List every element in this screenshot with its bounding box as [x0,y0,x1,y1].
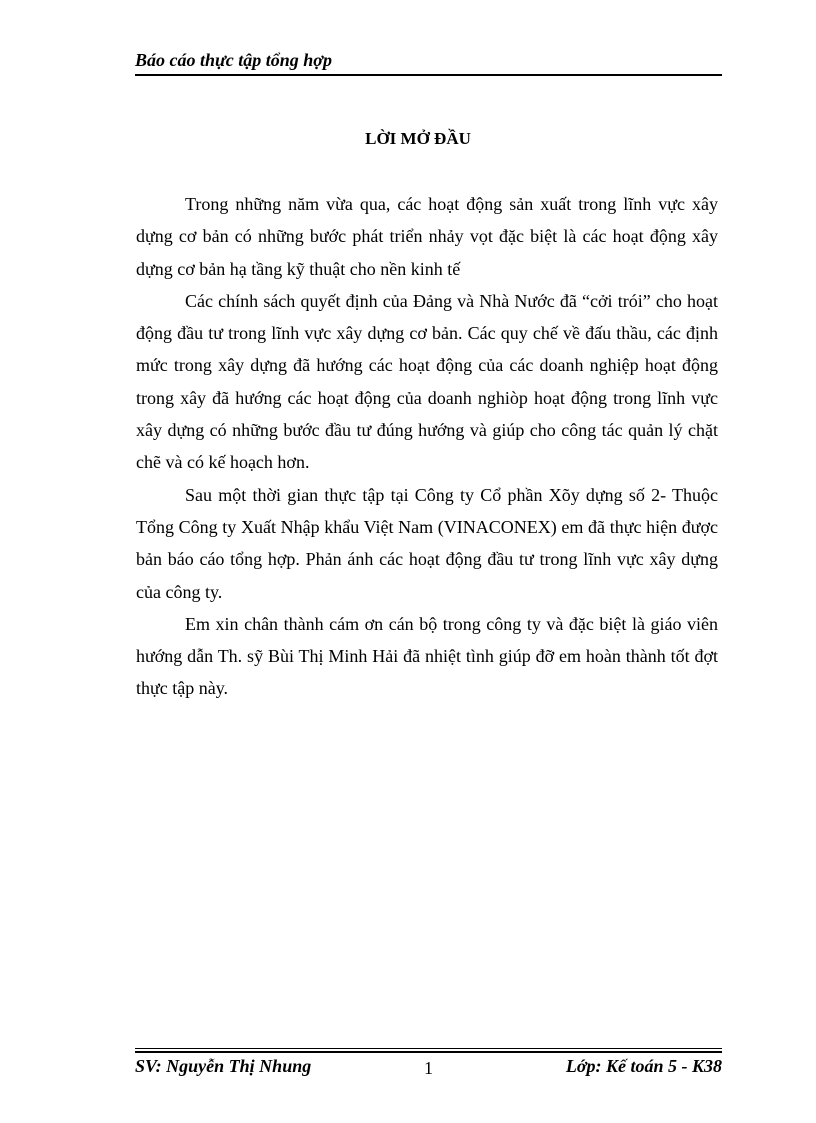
header-title: Báo cáo thực tập tổng hợp [135,50,332,70]
paragraph-thanks: Em xin chân thành cám ơn cán bộ trong công ty và đặc biệt là giáo viên hướng dẫn Th. sỹ Bùi Thị Minh Hải đã nhiệt tình giúp đỡ em hoàn thành tốt đợt thực tập này. [136,613,718,699]
footer-student-name: SV: Nguyễn Thị Nhung [135,1056,312,1076]
footer-rule-thin [135,1048,722,1049]
page-footer [135,1048,722,1078]
page-header [135,48,722,76]
footer-class-label: Lớp: Kế toán 5 - K38 [565,1056,722,1076]
paragraph-internship: Sau một thời gian thực tập tại Công ty Cổ phần Xõy dựng số 2- Thuộc Tổng Công ty Xuất Nhập khẩu Việt Nam (VINACONEX) em đã thực hiện được bản báo cáo tổng hợp. Phản ánh các hoạt động đầu tư trong lĩnh vực xây dựng của công ty. [136,484,718,602]
page-number: 1 [424,1058,433,1078]
page-title: LỜI MỞ ĐẦU [365,129,471,148]
footer-rule-thick [135,1051,722,1053]
document-body [136,188,718,705]
paragraph-policy: Các chính sách quyết định của Đảng và Nhà Nước đã “cởi trói” cho hoạt động đầu tư trong lĩnh vực xây dựng cơ bản. Các quy chế về đấu thầu, các định mức trong xây dựng đã hướng các hoạt động của các doanh nghiệp hoạt động trong xây đã hướng các hoạt động của doanh nghiòp hoạt động trong lĩnh vực xây dựng có những bước đầu tư đúng hướng và giúp cho công tác quản lý chặt chẽ và có kế hoạch hơn. [136,290,718,473]
paragraph-intro: Trong những năm vừa qua, các hoạt động sản xuất trong lĩnh vực xây dựng cơ bản có những bước phát triển nhảy vọt đặc biệt là các hoạt động xây dựng cơ bản hạ tầng kỹ thuật cho nền kinh tế [136,194,718,279]
